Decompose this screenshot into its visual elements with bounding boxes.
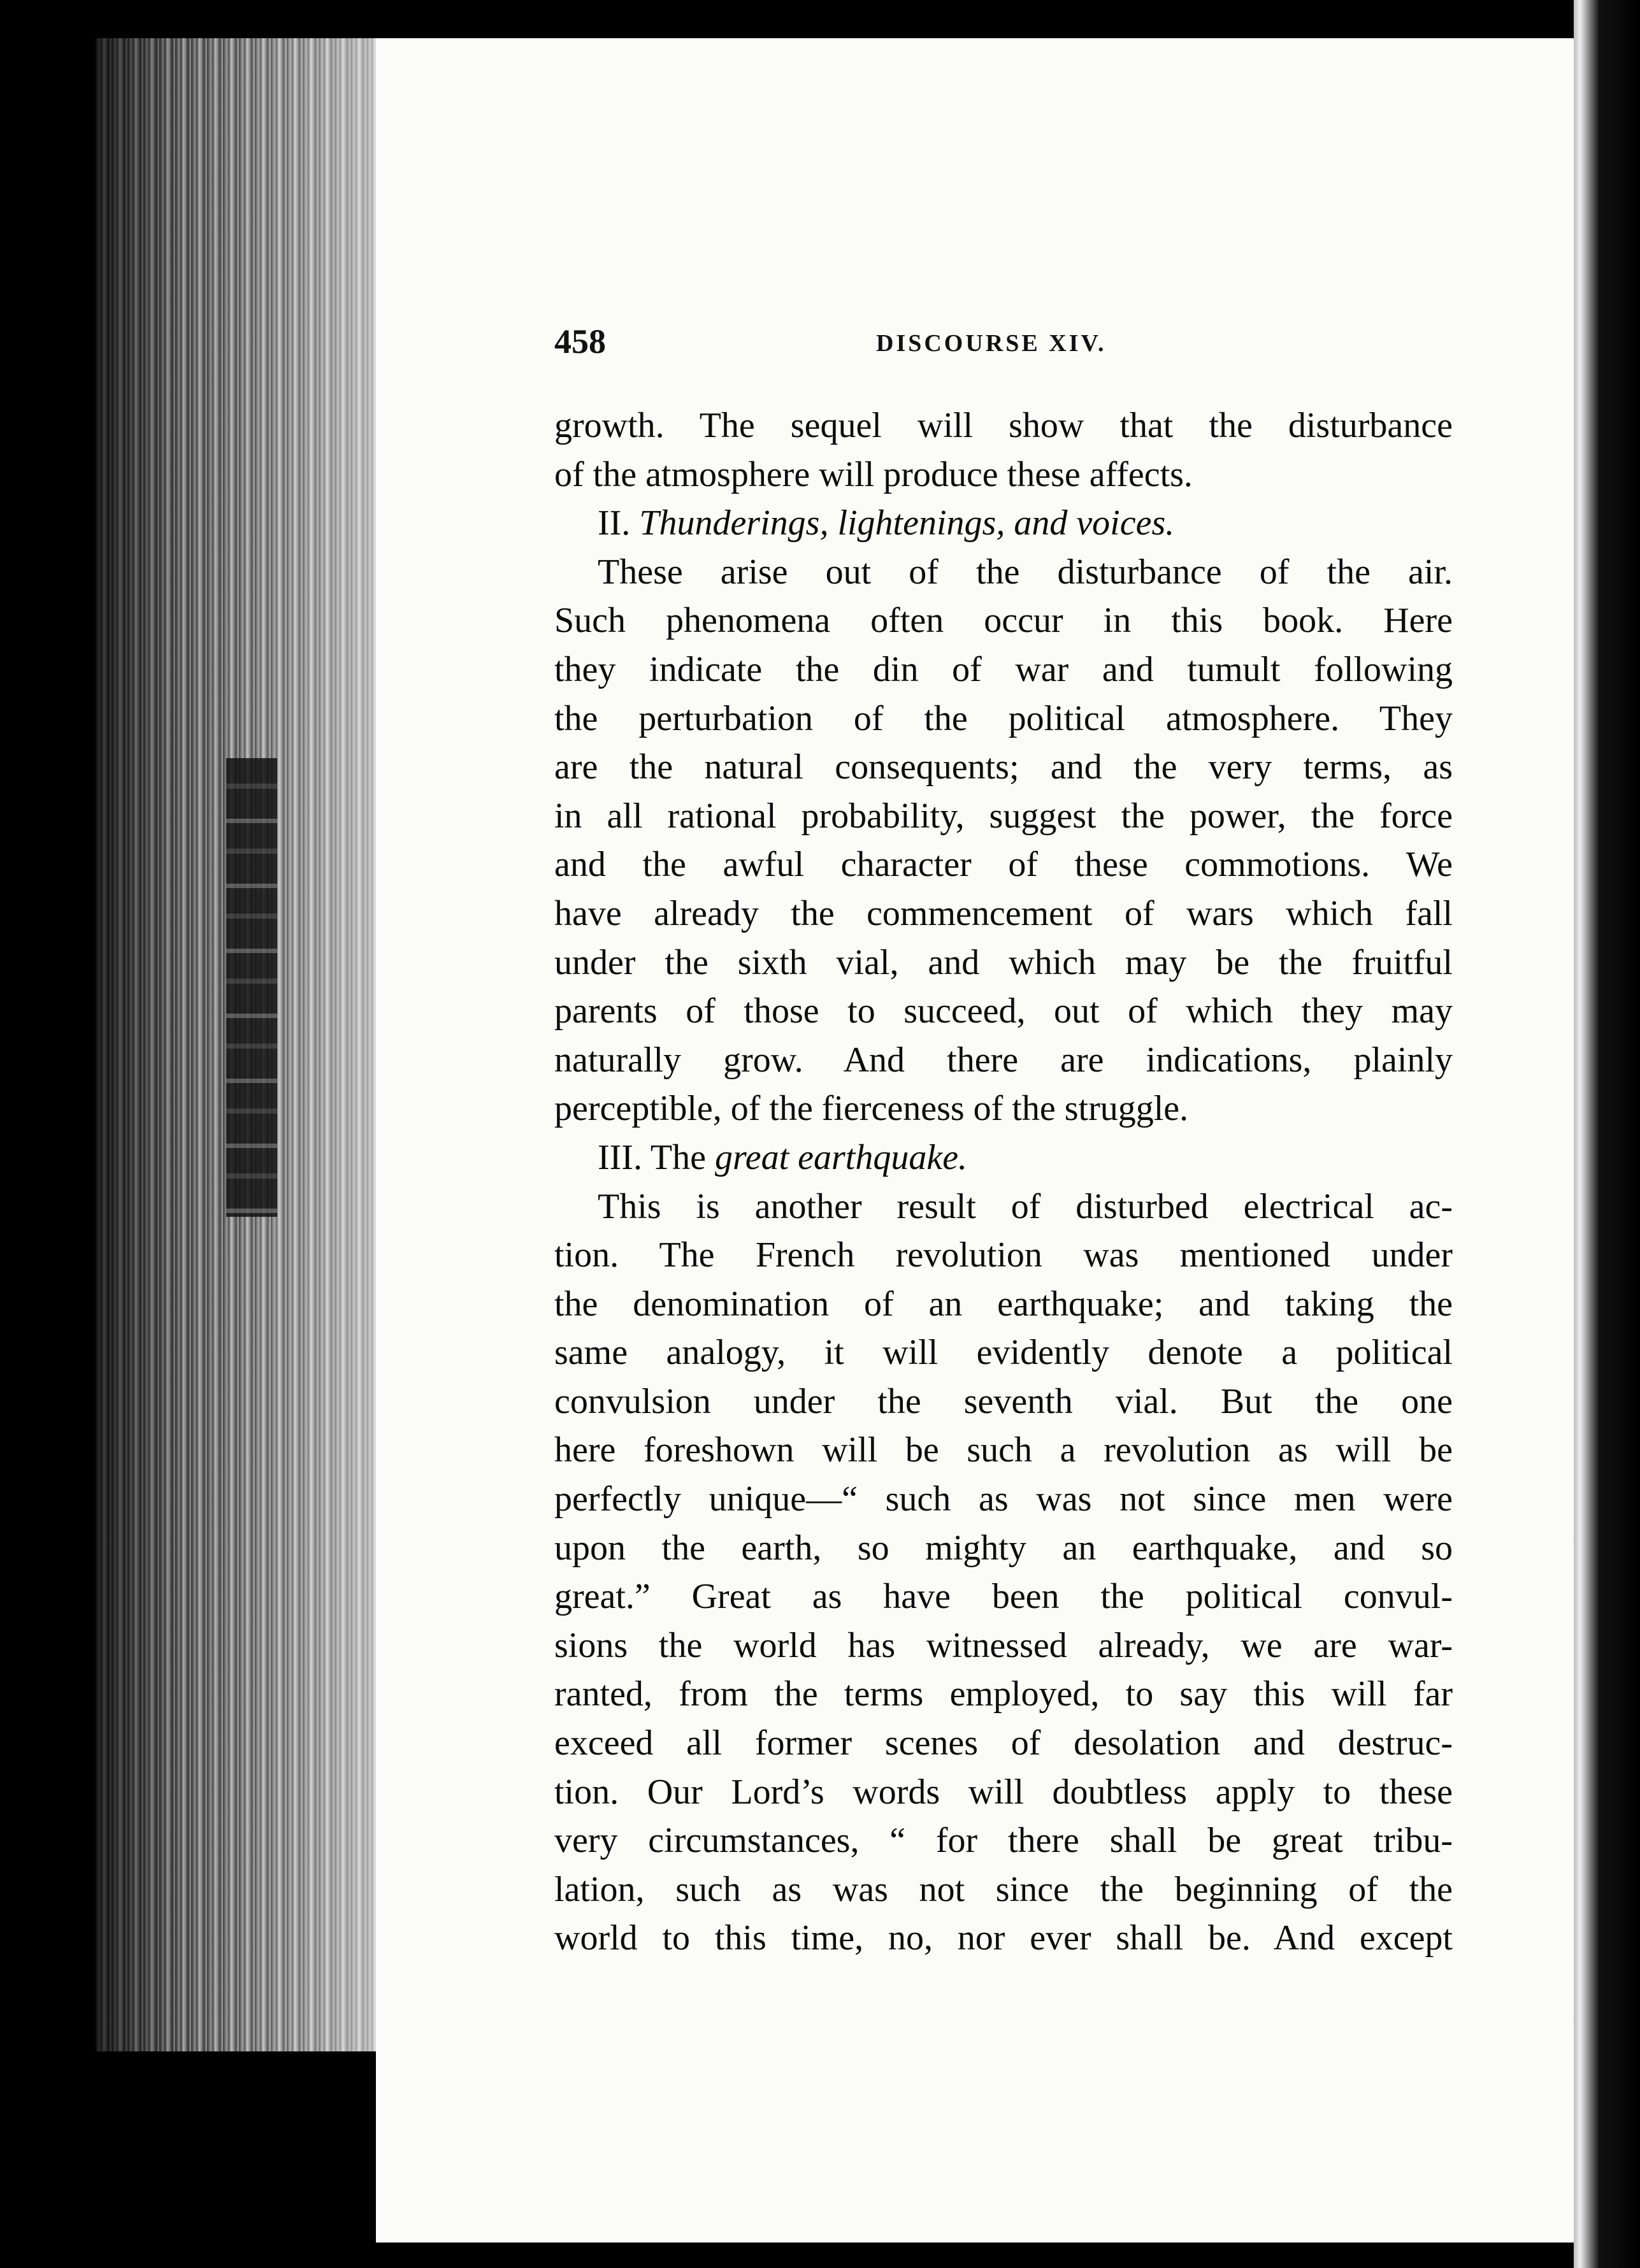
text-line: [554, 1280, 1453, 1329]
line-text: Such phenomena often occur in this book. Here: [554, 601, 1453, 641]
line-text: ranted, from the terms employed, to say this will far: [554, 1674, 1453, 1714]
line-text: world to this time, no, nor ever shall be. And except: [554, 1918, 1453, 1958]
page-header: [554, 322, 1453, 366]
text-line: [554, 1914, 1453, 1963]
line-text: These arise out of the disturbance of the air.: [598, 552, 1453, 592]
text-line: [554, 694, 1453, 743]
line-text: perfectly unique—“ such as was not since men were: [554, 1479, 1453, 1519]
text-line: [554, 1816, 1453, 1865]
line-text: of the atmosphere will produce these affects.: [554, 454, 1193, 494]
text-line: [554, 1133, 1453, 1182]
text-line: [554, 1621, 1453, 1670]
line-text: convulsion under the seventh vial. But the one: [554, 1381, 1453, 1421]
text-line: [554, 1377, 1453, 1426]
line-text: great.” Great as have been the political convul-: [554, 1577, 1453, 1617]
line-text: tion. The French revolution was mentioned under: [554, 1235, 1453, 1275]
line-text: This is another result of disturbed electrical ac-: [598, 1186, 1453, 1226]
text-line: [554, 743, 1453, 792]
text-line: [554, 1036, 1453, 1085]
text-line: [554, 840, 1453, 889]
line-text: have already the commencement of wars which fall: [554, 893, 1453, 933]
line-text: perceptible, of the fierceness of the struggle.: [554, 1089, 1189, 1129]
page-number: 458: [554, 322, 606, 361]
text-line: [554, 1768, 1453, 1817]
line-text: here foreshown will be such a revolution as will be: [554, 1430, 1453, 1470]
line-text: upon the earth, so mighty an earthquake, and so: [554, 1528, 1453, 1568]
text-line: [554, 548, 1453, 597]
text-line: [554, 1231, 1453, 1280]
text-line: [554, 1670, 1453, 1719]
text-line: [554, 889, 1453, 938]
line-text: in all rational probability, suggest the power, the force: [554, 796, 1453, 836]
line-text: lation, such as was not since the beginning of the: [554, 1869, 1453, 1909]
text-line: [554, 1572, 1453, 1621]
text-line: [554, 450, 1453, 499]
text-line: [554, 499, 1453, 548]
line-text: exceed all former scenes of desolation and destruc-: [554, 1723, 1453, 1763]
text-line: [554, 596, 1453, 645]
line-text: the perturbation of the political atmosphere. They: [554, 698, 1453, 738]
line-text: tion. Our Lord’s words will doubtless apply to these: [554, 1772, 1453, 1812]
running-title: DISCOURSE XIV.: [876, 330, 1107, 357]
text-line: [554, 1475, 1453, 1524]
line-text: very circumstances, “ for there shall be great tribu-: [554, 1821, 1453, 1861]
text-line: [554, 938, 1453, 987]
line-text: under the sixth vial, and which may be the fruitful: [554, 942, 1453, 982]
text-line: [554, 645, 1453, 694]
text-line: [554, 792, 1453, 841]
library-stamp: [226, 758, 277, 1217]
line-text: and the awful character of these commotions. We: [554, 845, 1453, 885]
text-line: [554, 1426, 1453, 1475]
text-line: [554, 1328, 1453, 1377]
line-text: they indicate the din of war and tumult following: [554, 649, 1453, 689]
text-line: [554, 401, 1453, 450]
line-text: parents of those to succeed, out of which they may: [554, 991, 1453, 1031]
line-text: same analogy, it will evidently denote a political: [554, 1333, 1453, 1373]
text-line: [554, 1524, 1453, 1573]
line-text: sions the world has witnessed already, we are war-: [554, 1625, 1453, 1665]
italic-heading: great earthquake.: [715, 1137, 968, 1177]
scan-border: [1574, 0, 1640, 2268]
line-text: naturally grow. And there are indications, plainly: [554, 1040, 1453, 1080]
line-text: the denomination of an earthquake; and taking the: [554, 1284, 1453, 1324]
text-line: [554, 1084, 1453, 1133]
text-line: [554, 1865, 1453, 1914]
line-text: growth. The sequel will show that the disturbance: [554, 406, 1453, 445]
text-line: [554, 1182, 1453, 1231]
line-text: are the natural consequents; and the very terms, as: [554, 747, 1453, 787]
text-line: [554, 987, 1453, 1036]
line-text: II.: [598, 503, 640, 543]
italic-heading: Thunderings, lightenings, and voices.: [639, 503, 1175, 543]
text-line: [554, 1719, 1453, 1768]
line-text: III. The: [598, 1137, 715, 1177]
body-text: [554, 401, 1453, 1963]
